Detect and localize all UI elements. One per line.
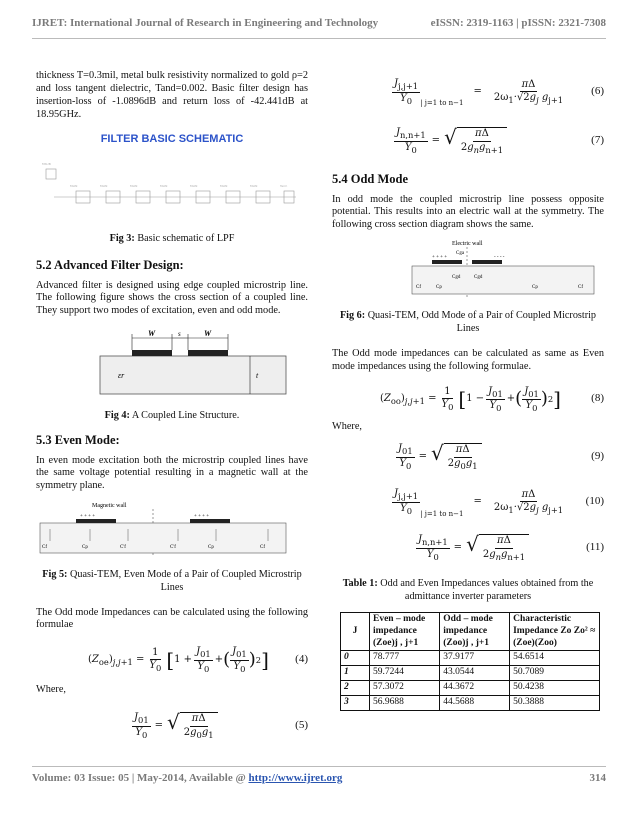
equation-7: $\frac{J_{n,n+1}}{Y_0}$ = √ $\frac{\pi\Delta}{2g_ng_{n+1}}$ (7) [396, 125, 604, 155]
section-5-3-title: 5.3 Even Mode: [36, 432, 120, 447]
eq7-number: (7) [591, 134, 604, 147]
table-cell: 54.6514 [510, 651, 600, 666]
where-right: Where, [332, 421, 363, 433]
svg-text:MSUB: MSUB [42, 162, 51, 167]
table-row [341, 651, 600, 666]
table-header-characteristic: Characteristic Impedance Zo Zo² ≈ (Zoe)(Zoo) [510, 612, 600, 651]
footer-rule [32, 766, 606, 767]
table-cell: 78.777 [370, 651, 440, 666]
svg-text:MLIN: MLIN [130, 184, 138, 189]
fig4-w2-label: W [204, 329, 212, 339]
fig5-plus-left: + + + + [80, 514, 96, 520]
table-cell: 50.3888 [510, 696, 600, 711]
table-cell: 44.3672 [440, 681, 510, 696]
footer-url-link[interactable]: http://www.ijret.org [248, 772, 343, 784]
eq4-number: (4) [295, 653, 308, 666]
eq8-number: (8) [591, 392, 604, 405]
fig5-plus-right: + + + + [194, 514, 210, 520]
section-5-2-text: Advanced filter is designed using edge coupled microstrip line. The following figure shows the cross section of a coupled line. They support two modes of excitation, even and odd mode. [36, 279, 308, 317]
fig4-s-label: s [178, 330, 181, 339]
fig6-caption [332, 310, 604, 336]
fig5-wall-label: Magnetic wall [92, 503, 127, 510]
fig6-cap-7: Cf [578, 285, 583, 291]
table-header-odd: Odd – mode impedance (Zoo)j , j+1 [440, 612, 510, 651]
table-cell: 59.7244 [370, 666, 440, 681]
table-row [341, 666, 600, 681]
fig4-er-label: εr [118, 371, 125, 381]
page-footer [32, 772, 606, 784]
issn-text: eISSN: 2319-1163 | pISSN: 2321-7308 [430, 17, 606, 29]
eq9-number: (9) [591, 450, 604, 463]
fig6-plus: + + + + [432, 255, 448, 261]
even-mode-diagram [36, 499, 308, 561]
table1-caption [332, 578, 604, 604]
even-intro-text: The Odd mode impedances can be calculated as same as Even mode impedances using the following formulae. [332, 347, 604, 372]
table-cell: 50.4238 [510, 681, 600, 696]
equation-10: $\frac{J_{j,j+1}}{Y_0}$ | j=1 to n−1 = $\frac{\pi\Delta}{2\omega_1\cdot√2g_j g_{j+1}}$ (10) [394, 488, 604, 518]
table-header-row [341, 612, 600, 651]
intro-paragraph: thickness T=0.3mil, metal bulk resistivity normalized to gold ρ=2 and loss tangent dielectric, Tand=0.002. Basic filter design has insertion-loss of -1.0896dB and return loss of -42.441dB at 18.95GHz. [36, 70, 308, 120]
fig6-label: Fig 6: [339, 310, 366, 322]
fig5-cap-5: Cp [208, 545, 214, 551]
table-header-even: Even – mode impedance (Zoe)j , j+1 [370, 612, 440, 651]
table-cell: 56.9688 [370, 696, 440, 711]
section-5-4-title: 5.4 Odd Mode [332, 172, 409, 186]
table-cell: 50.7089 [510, 666, 600, 681]
fig6-cap-3: Cga [456, 251, 465, 257]
equation-11: $\frac{J_{n,n+1}}{Y_0}$ = √ $\frac{\pi\Delta}{2g_ng_{n+1}}$ (11) [418, 532, 604, 562]
where-left: Where, [36, 684, 67, 696]
left-column [36, 70, 308, 745]
fig6-cap-4: Cgd [452, 275, 461, 281]
svg-text:Term: Term [280, 184, 288, 189]
footer-volume [32, 772, 342, 784]
lpf-schematic [36, 149, 308, 227]
odd-intro-text: The Odd mode Impedances can be calculated using the following formulae [36, 606, 308, 631]
eq5-number: (5) [295, 719, 308, 732]
section-5-2-title: 5.2 Advanced Filter Design: [36, 257, 184, 272]
section-5-4-text: In odd mode the coupled microstrip line possess opposite potential. This results into an electric wall at the symmetry. The following cross section diagram shows the same. [332, 193, 604, 231]
fig3-caption [36, 233, 308, 246]
fig6-wall-label: Electric wall [452, 241, 483, 248]
table-cell: 2 [341, 681, 370, 696]
table-cell: 43.0544 [440, 666, 510, 681]
table-cell: 3 [341, 696, 370, 711]
journal-title: IJRET: International Journal of Research in Engineering and Technology [32, 17, 379, 29]
fig6-cap-5: Cgd [474, 275, 483, 281]
fig3-text: Basic schematic of LPF [137, 233, 235, 245]
fig6-cap-2: Cp [436, 285, 442, 291]
fig4-label: Fig 4: [104, 410, 130, 422]
page-number: 314 [589, 772, 606, 784]
table1-text: Odd and Even Impedances values obtained from the admittance inverter parameters [380, 578, 594, 603]
footer-volume-text: Volume: 03 Issue: 05 | May-2014, Available @ [32, 772, 246, 784]
header-rule [32, 38, 606, 39]
right-column [332, 70, 604, 711]
fig5-cap-2: Cp [82, 545, 88, 551]
section-5-3-text: In even mode excitation both the microstrip coupled lines have the same voltage potential resulting in a magnetic wall at the symmetry plane. [36, 454, 308, 492]
eq11-number: (11) [586, 541, 604, 554]
equation-8: $(Z_{oo})_{j,j+1}$ = $\frac{1}{Y_0}$ [ 1 − $\frac{J_{01}}{Y_0}$ + ( $\frac{J_{01}}{Y_0}$ ) 2 ] (8) [380, 385, 604, 413]
svg-text:MLIN: MLIN [70, 184, 78, 189]
coupled-line-diagram [36, 326, 308, 406]
fig4-text: A Coupled Line Structure. [131, 410, 240, 422]
svg-text:MLIN: MLIN [220, 184, 228, 189]
equation-9: $\frac{J_{01}}{Y_0}$ = √ $\frac{\pi\Delta}{2g_0g_1}$ (9) [398, 441, 604, 471]
schematic-title: FILTER BASIC SCHEMATIC [100, 133, 244, 146]
fig6-text: Quasi-TEM, Odd Mode of a Pair of Coupled Microstrip Lines [367, 310, 597, 334]
svg-text:MLIN: MLIN [250, 184, 258, 189]
fig5-cap-4: C'f [170, 545, 176, 551]
equation-4: $(Z_{oe})_{j,j+1}$ = $\frac{1}{Y_0}$ [ 1 + $\frac{J_{01}}{Y_0}$ + ( $\frac{J_{01}}{Y_0}$ ) 2 ] (4) [88, 646, 308, 674]
fig6-cap-6: Cp [532, 285, 538, 291]
svg-text:MLIN: MLIN [160, 184, 168, 189]
fig5-caption [36, 569, 308, 595]
fig5-text: Quasi-TEM, Even Mode of a Pair of Coupled Microstrip Lines [70, 569, 302, 593]
table-header-j: J [341, 612, 370, 651]
fig4-w1-label: W [148, 329, 156, 339]
table-cell: 0 [341, 651, 370, 666]
equation-5: $\frac{J_{01}}{Y_0}$ = √ $\frac{\pi\Delta}{2g_0g_1}$ (5) [134, 710, 308, 740]
table-cell: 57.3072 [370, 681, 440, 696]
table1-label: Table 1: [342, 578, 378, 590]
fig5-cap-3: C'f [120, 545, 126, 551]
svg-text:MLIN: MLIN [100, 184, 108, 189]
impedance-table [340, 612, 600, 711]
table-row [341, 681, 600, 696]
fig6-minus: - - - - [494, 255, 505, 261]
fig4-caption [36, 410, 308, 423]
table-row [341, 696, 600, 711]
fig6-cap-1: Cf [416, 285, 421, 291]
fig5-label: Fig 5: [42, 569, 68, 581]
table-cell: 1 [341, 666, 370, 681]
fig3-label: Fig 3: [109, 233, 135, 245]
eq10-number: (10) [585, 495, 604, 508]
fig5-cap-6: Cf [260, 545, 265, 551]
svg-text:MLIN: MLIN [190, 184, 198, 189]
eq6-number: (6) [591, 85, 604, 98]
odd-mode-diagram [332, 238, 604, 302]
page-header [32, 10, 606, 36]
fig5-cap-1: Cf [42, 545, 47, 551]
fig4-t-label: t [256, 371, 259, 381]
equation-6: $\frac{J_{j,j+1}}{Y_0}$ | j=1 to n−1 = $\frac{\pi\Delta}{2\omega_1\cdot√2g_j g_{j+1}}$ (6) [394, 78, 604, 108]
table-cell: 37.9177 [440, 651, 510, 666]
table-cell: 44.5688 [440, 696, 510, 711]
